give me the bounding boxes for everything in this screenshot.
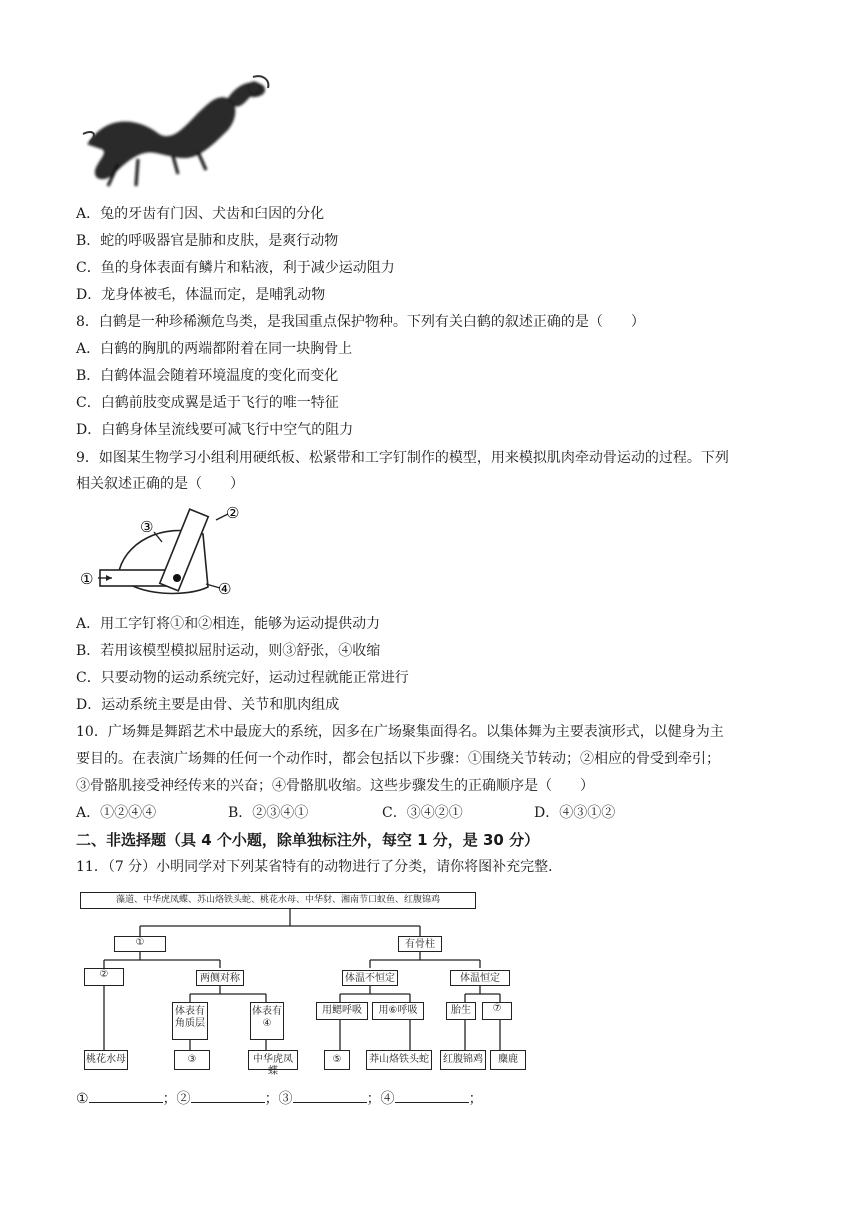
- diagram-node-7: ⑦: [482, 1002, 512, 1020]
- diagram-node-bilateral: 两侧对称: [196, 970, 244, 986]
- muscle-model-diagram: [78, 502, 248, 602]
- diagram-node-vertebrate: 有骨柱: [398, 936, 442, 952]
- q9-stem-line2: 相关叙述正确的是（ ）: [76, 476, 244, 492]
- q10-stem-line2: 要目的。在表演广场舞的任何一个动作时，都会包括以下步骤：①围绕关节转动；②相应的骨受到牵引；: [76, 751, 720, 767]
- q10-option-a: A．①②④④: [76, 805, 157, 821]
- classification-diagram: [80, 890, 530, 1080]
- q7-option-b: B．蛇的呼吸器官是肺和皮肤，是爽行动物: [76, 233, 339, 249]
- dragon-image: [78, 74, 274, 190]
- diagram-leaf-jellyfish: 桃花水母: [84, 1050, 128, 1070]
- q9-option-b: B．若用该模型模拟屈肘运动，则③舒张，④收缩: [76, 643, 381, 659]
- diagram-leaf-snake: 莽山烙铁头蛇: [366, 1050, 432, 1070]
- answer-blank-3[interactable]: [293, 1088, 367, 1103]
- q10-stem-line1: 10．广场舞是舞蹈艺术中最庞大的系统，因多在广场聚集面得名。以集体舞为主要表演形式，以健身为主: [76, 724, 724, 740]
- diagram-node-temp-variable: 体温不恒定: [342, 970, 398, 986]
- answer-blank-1[interactable]: [89, 1088, 163, 1103]
- q8-option-d: D．白鹤身体呈流线要可减飞行中空气的阻力: [76, 422, 354, 438]
- q8-option-c: C．白鹤前肢变成翼是适于飞行的唯一特征: [76, 395, 339, 411]
- diagram-node-exoskeleton: 体表有④: [250, 1002, 284, 1040]
- q11-stem: 11．（7 分）小明同学对下列某省特有的动物进行了分类，请你将图补充完整．: [76, 859, 563, 875]
- label-2: ②: [226, 504, 240, 522]
- diagram-node-2: ②: [84, 968, 124, 986]
- diagram-node-1: ①: [114, 936, 166, 952]
- q7-option-c: C．鱼的身体表面有鳞片和粘液，利于减少运动阻力: [76, 260, 395, 276]
- answer-label-3: ；③: [264, 1091, 293, 1107]
- diagram-leaf-5: ⑤: [324, 1050, 350, 1070]
- label-1: ①: [80, 570, 94, 588]
- q7-option-d: D．龙身体被毛，体温而定，是哺乳动物: [76, 287, 326, 303]
- label-4: ④: [218, 580, 232, 598]
- q8-option-a: A．白鹤的胸肌的两端都附着在同一块胸骨上: [76, 341, 353, 357]
- diagram-node-fetal: 胎生: [446, 1002, 476, 1020]
- label-3: ③: [140, 518, 154, 536]
- answer-label-1: ①: [76, 1091, 89, 1107]
- diagram-node-lung: 用⑥呼吸: [372, 1002, 424, 1020]
- diagram-top-box: 藻道、中华虎凤蝶、苏山烙铁头蛇、桃花水母、中华豺、湘南节口蚁鱼、红腹锦鸡: [80, 892, 476, 909]
- q8-option-b: B．白鹤体温会随着环境温度的变化而变化: [76, 368, 339, 384]
- q9-option-a: A．用工字钉将①和②相连，能够为运动提供动力: [76, 616, 381, 632]
- diagram-leaf-pheasant: 红腹锦鸡: [440, 1050, 486, 1070]
- diagram-leaf-butterfly: 中华虎凤蝶: [248, 1050, 298, 1070]
- q9-option-d: D．运动系统主要是由骨、关节和肌肉组成: [76, 697, 340, 713]
- q10-stem-line3: ③骨骼肌接受神经传来的兴奋；④骨骼肌收缩。这些步骤发生的正确顺序是（ ）: [76, 778, 594, 794]
- diagram-node-gill: 用鳃呼吸: [316, 1002, 368, 1020]
- answer-label-2: ；②: [162, 1091, 191, 1107]
- answer-line-end: ；: [468, 1091, 483, 1107]
- answer-label-4: ；④: [366, 1091, 395, 1107]
- q11-answer-line: [76, 1088, 483, 1109]
- answer-blank-2[interactable]: [191, 1088, 265, 1103]
- diagram-node-outer-layer: 体表有角质层: [172, 1002, 208, 1040]
- section-heading: 二、非选择题（具 4 个小题，除单独标注外，每空 1 分，是 30 分）: [76, 831, 540, 849]
- diagram-leaf-magpie: 麋鹿: [490, 1050, 526, 1070]
- diagram-leaf-3: ③: [174, 1050, 210, 1070]
- q8-stem: 8．白鹤是一种珍稀濒危鸟类，是我国重点保护物种。下列有关白鹤的叙述正确的是（ ）: [76, 314, 645, 330]
- q10-option-c: C．③④②①: [382, 805, 463, 821]
- answer-blank-4[interactable]: [395, 1088, 469, 1103]
- q9-option-c: C．只要动物的运动系统完好，运动过程就能正常进行: [76, 670, 409, 686]
- q10-option-b: B．②③④①: [228, 805, 309, 821]
- diagram-node-temp-constant: 体温恒定: [450, 970, 510, 986]
- q10-option-d: D．④③①②: [534, 805, 616, 821]
- q9-stem-line1: 9．如图某生物学习小组利用硬纸板、松紧带和工字钉制作的模型，用来模拟肌肉牵动骨运动的过程。下列: [76, 450, 729, 466]
- q7-option-a: A．兔的牙齿有门因、犬齿和臼因的分化: [76, 206, 325, 222]
